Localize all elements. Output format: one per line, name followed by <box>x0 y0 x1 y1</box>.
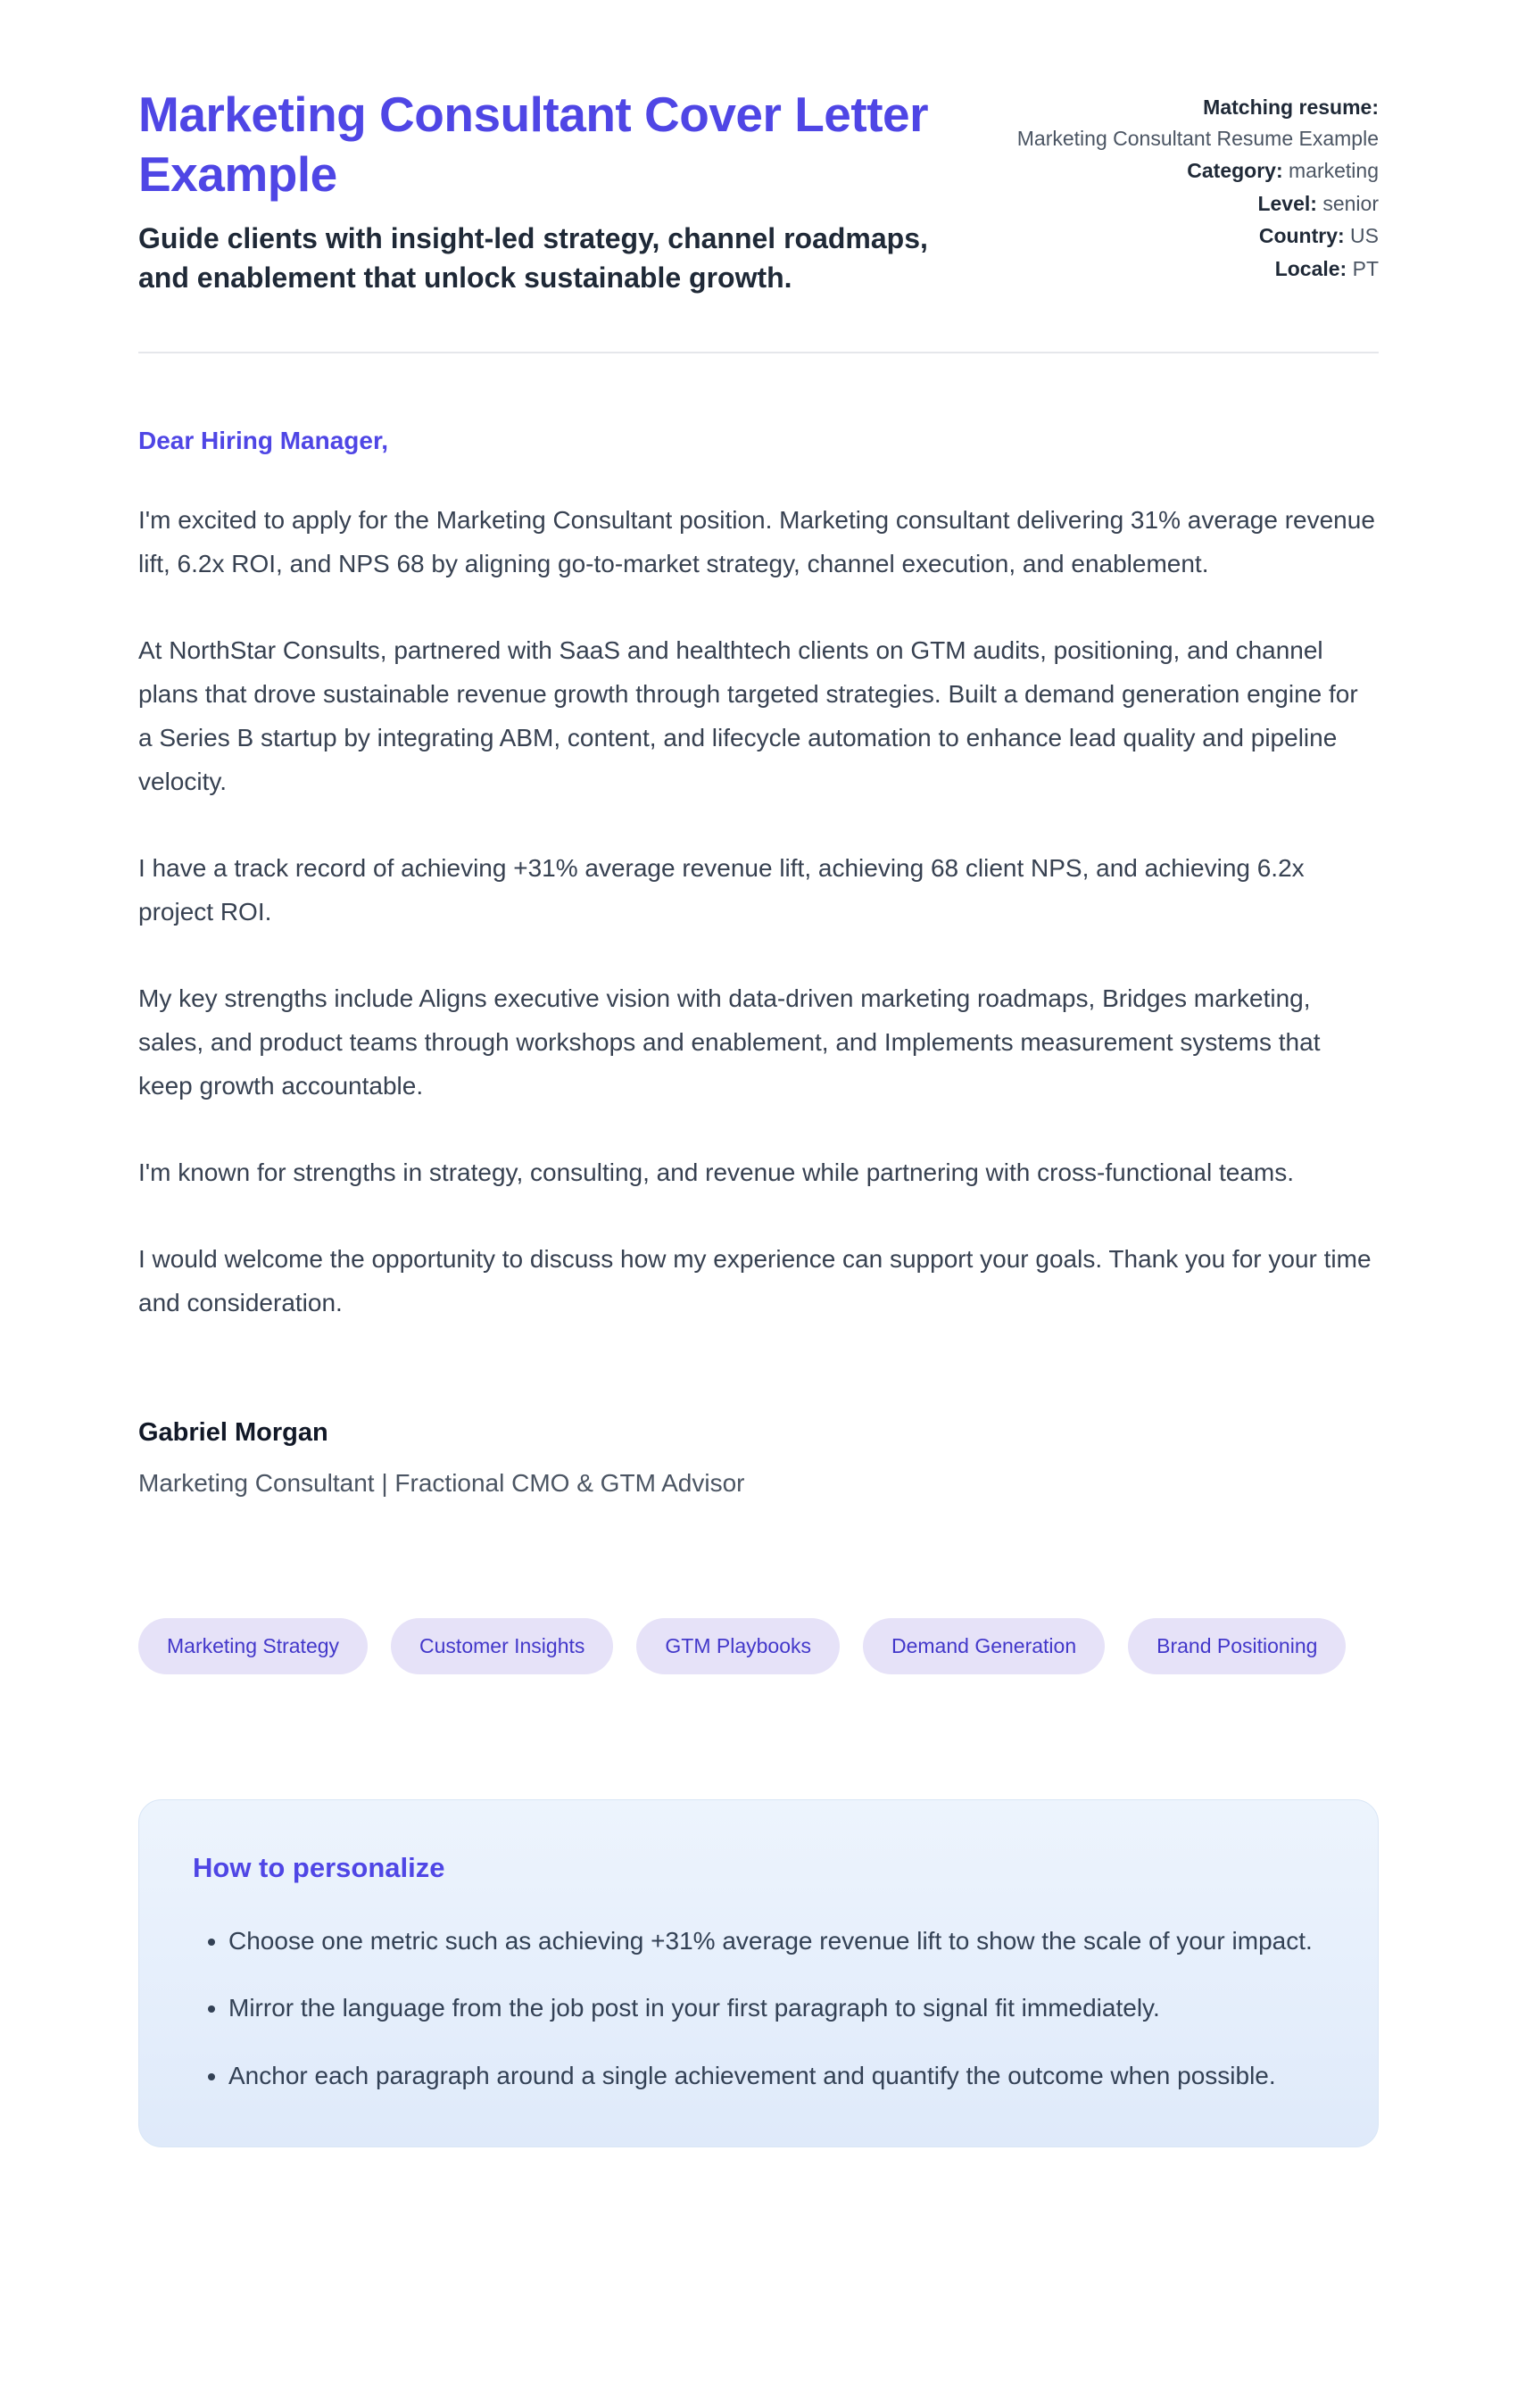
letter-paragraph: At NorthStar Consults, partnered with SaaS and healthtech clients on GTM audits, positioning, and channel plans that drove sustainable revenue growth through targeted strategies. Built a demand generation engine for a Series B startup by integrating ABM, content, and lifecycle automation to enhance lead quality and pipeline velocity. <box>138 635 1358 795</box>
meta-label: Country: <box>1258 224 1345 247</box>
personalize-item: • Mirror the language from the job post in your first paragraph to signal fit immediately. <box>228 1987 1324 2030</box>
meta-level <box>995 188 1379 220</box>
page-subtitle: Guide clients with insight-led strategy, channel roadmaps, and enablement that unlock sustainable growth. <box>138 222 928 295</box>
letter-body <box>138 427 1379 1498</box>
personalize-item: • Anchor each paragraph around a single achievement and quantify the outcome when possible. <box>228 2055 1324 2097</box>
meta-value: US <box>1350 224 1379 247</box>
meta-matching-resume <box>995 92 1379 154</box>
header-titles <box>138 85 959 298</box>
tag-demand-generation: Demand Generation <box>863 1618 1105 1674</box>
page-title: Marketing Consultant Cover Letter Example <box>138 87 929 203</box>
tag-brand-positioning: Brand Positioning <box>1128 1618 1346 1674</box>
meta-label: Category: <box>1187 159 1283 182</box>
salutation: Dear Hiring Manager, <box>138 426 389 454</box>
personalize-box <box>138 1799 1379 2148</box>
meta-value: senior <box>1322 191 1379 215</box>
meta-category <box>995 155 1379 187</box>
letter-paragraph: I'm known for strengths in strategy, consulting, and revenue while partnering with cross-functional teams. <box>138 1158 1295 1186</box>
header-divider <box>138 352 1379 353</box>
meta-value: Marketing Consultant Resume Example <box>1016 126 1379 150</box>
skill-tags <box>138 1618 1379 1674</box>
meta-country <box>995 220 1379 252</box>
signature-block <box>138 1418 1379 1498</box>
letter-paragraph: I have a track record of achieving +31% average revenue lift, achieving 68 client NPS, and achieving 6.2x project ROI. <box>138 853 1305 926</box>
meta-label: Level: <box>1257 191 1317 215</box>
letter-paragraph: I'm excited to apply for the Marketing Consultant position. Marketing consultant delivering 31% average revenue lift, 6.2x ROI, and NPS 68 by aligning go-to-market strategy, channel execution, and enablement. <box>138 505 1375 577</box>
personalize-title: How to personalize <box>193 1851 445 1883</box>
meta-label: Locale: <box>1274 256 1347 280</box>
letter-paragraph: I would welcome the opportunity to discuss how my experience can support your goals. Thank you for your time and consideration. <box>138 1244 1372 1316</box>
meta-panel <box>995 85 1379 286</box>
personalize-list <box>178 1920 1324 2097</box>
meta-value: marketing <box>1289 159 1379 182</box>
meta-label: Matching resume: <box>1203 95 1379 119</box>
header <box>138 85 1379 298</box>
personalize-item: • Choose one metric such as achieving +31% average revenue lift to show the scale of your impact. <box>228 1920 1324 1963</box>
signature-name: Gabriel Morgan <box>138 1417 328 1447</box>
letter-paragraph: My key strengths include Aligns executive vision with data-driven marketing roadmaps, Bridges marketing, sales, and product teams through workshops and enablement, and Implements measurement systems that keep growth accountable. <box>138 984 1321 1100</box>
tag-customer-insights: Customer Insights <box>391 1618 613 1674</box>
meta-value: PT <box>1352 256 1379 280</box>
tag-gtm-playbooks: GTM Playbooks <box>636 1618 840 1674</box>
meta-locale <box>995 253 1379 285</box>
tag-marketing-strategy: Marketing Strategy <box>138 1618 368 1674</box>
signature-title: Marketing Consultant | Fractional CMO & GTM Advisor <box>138 1468 745 1497</box>
